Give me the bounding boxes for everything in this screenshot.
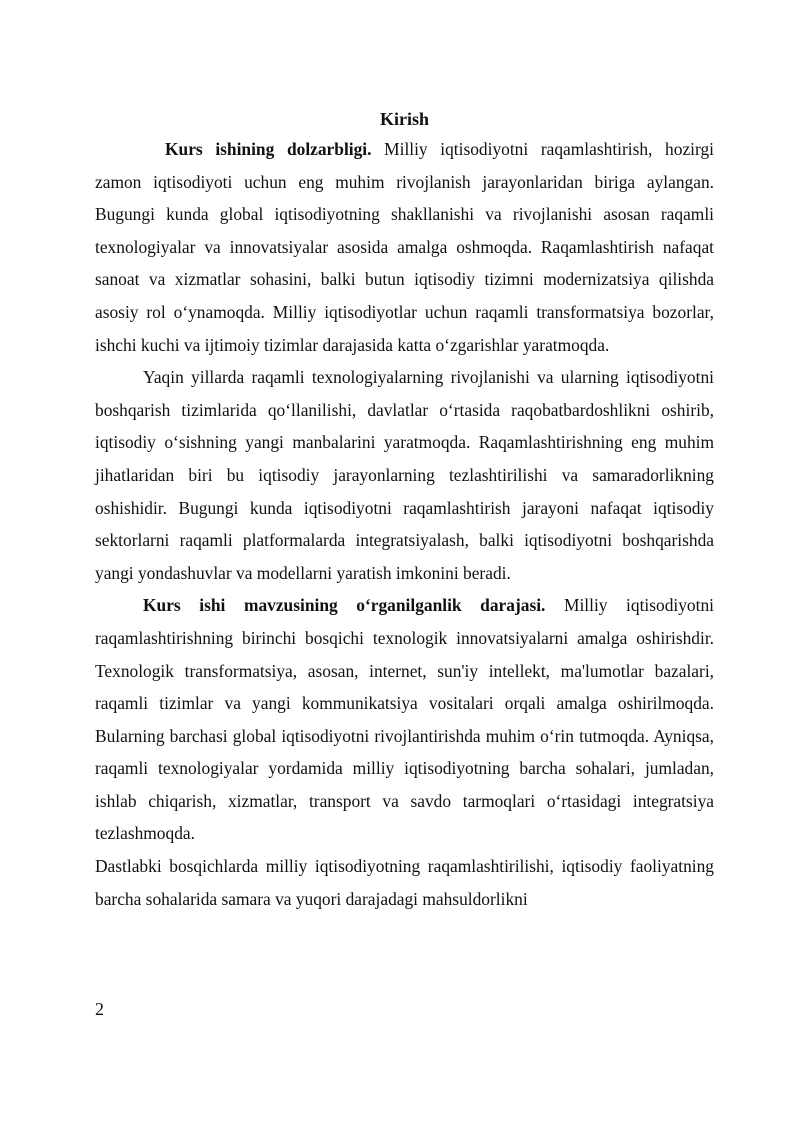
paragraph-text-study-degree: Milliy iqtisodiyotni raqamlashtirishning birinchi bosqichi texnologik innovatsiyalarni amalga oshirishdir. Texnologik transformatsiya, asosan, internet, sun'iy intellekt, ma'lumotlar bazalari, raqamli tizimlar va yangi kommunikatsiya vositalari orqali amalga oshirilmoqda. Bularning barchasi global iqtisodiyotni rivojlantirishda muhim o‘rin tutmoqda. Ayniqsa, raqamli texnologiyalar yordamida milliy iqtisodiyotning barcha sohalari, jumladan, ishlab chiqarish, xizmatlar, transport va savdo tarmoqlari o‘rtasidagi integratsiya tezlashmoqda. xyxy=(95,595,714,844)
paragraph-lead-study-degree: Kurs ishi mavzusining o‘rganilganlik darajasi. xyxy=(143,595,546,616)
document-page xyxy=(95,105,714,915)
paragraph-recent-years xyxy=(95,361,714,589)
page-number: 2 xyxy=(95,999,104,1019)
paragraph-relevance xyxy=(95,133,714,361)
paragraph-lead-relevance: Kurs ishining dolzarbligi. xyxy=(165,139,372,159)
paragraph-study-degree xyxy=(95,589,714,850)
paragraph-text-relevance: Milliy iqtisodiyotni raqamlashtirish, hozirgi zamon iqtisodiyoti uchun eng muhim rivojlanish jarayonlaridan biriga aylangan. Bugungi kunda global iqtisodiyotning shakllanishi va rivojlanishi asosan raqamli texnologiyalar va innovatsiyalar asosida amalga oshmoqda. Raqamlashtirish nafaqat sanoat va xizmatlar sohasini, balki butun iqtisodiy tizimni modernizatsiya qilishda asosiy rol o‘ynamoqda. Milliy iqtisodiyotlar uchun raqamli transformatsiya bozorlar, ishchi kuchi va ijtimoiy tizimlar darajasida katta o‘zgarishlar yaratmoqda. xyxy=(95,139,714,355)
paragraph-text-initial-stages: Dastlabki bosqichlarda milliy iqtisodiyotning raqamlashtirilishi, iqtisodiy faoliyatning barcha sohalarida samara va yuqori darajadagi mahsuldorlikni xyxy=(95,856,714,909)
paragraph-initial-stages xyxy=(95,850,714,915)
section-heading: Kirish xyxy=(379,109,429,129)
paragraph-text-recent-years: Yaqin yillarda raqamli texnologiyalarning rivojlanishi va ularning iqtisodiyotni boshqarish tizimlarida qo‘llanilishi, davlatlar o‘rtasida raqobatbardoshlikni oshirib, iqtisodiy o‘sishning yangi manbalarini yaratmoqda. Raqamlashtirishning eng muhim jihatlaridan biri bu iqtisodiy jarayonlarning tezlashtirilishi va samaradorlikning oshishidir. Bugungi kunda iqtisodiyotni raqamlashtirish jarayoni nafaqat iqtisodiy sektorlarni raqamli platformalarda integratsiyalash, balki iqtisodiyotni boshqarishda yangi yondashuvlar va modellarni yaratish imkonini beradi. xyxy=(95,367,714,583)
